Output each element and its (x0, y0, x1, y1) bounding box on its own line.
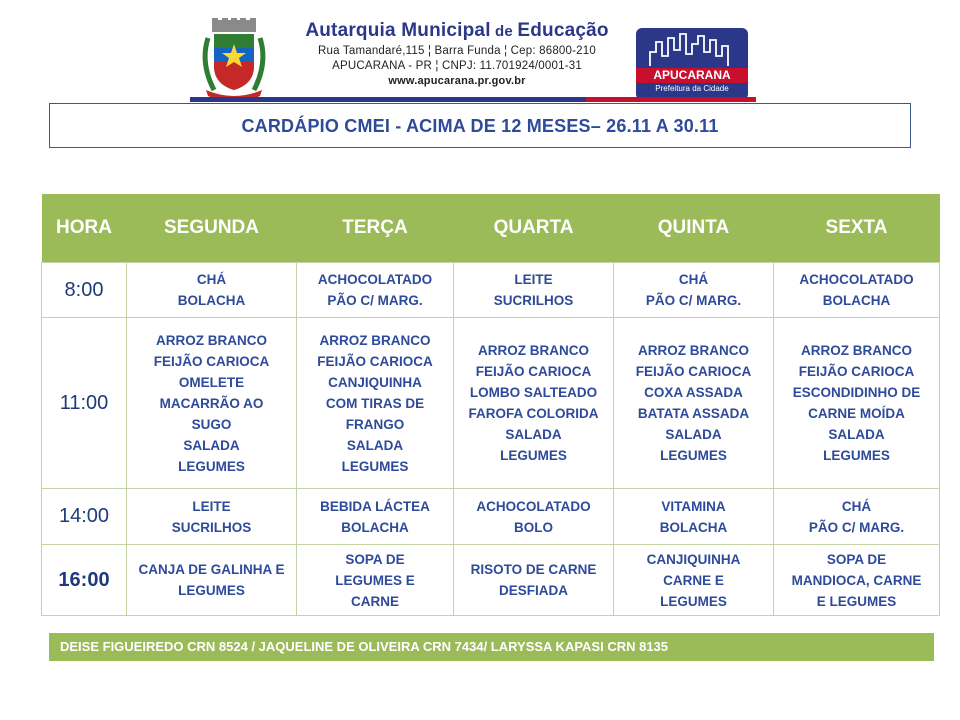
menu-item: CARNE E (663, 572, 724, 588)
menu-item: LEGUMES (178, 458, 245, 474)
header-hour: HORA (42, 194, 127, 263)
organization-name: Autarquia Municipal de Educação (305, 20, 609, 41)
hour-cell: 14:00 (42, 489, 127, 545)
header-wednesday: QUARTA (454, 194, 614, 263)
menu-item: ACHOCOLATADO (476, 498, 591, 514)
menu-item: VITAMINA (661, 498, 726, 514)
weekly-menu-table (41, 194, 940, 616)
nutritionists-footer: DEISE FIGUEIREDO CRN 8524 / JAQUELINE DE OLIVEIRA CRN 7434/ LARYSSA KAPASI CRN 8135 (49, 633, 934, 661)
header-monday: SEGUNDA (127, 194, 297, 263)
menu-item: SALADA (183, 437, 240, 453)
menu-item: ESCONDIDINHO DE (792, 385, 921, 400)
organization-cnpj: APUCARANA - PR ¦ CNPJ: 11.701924/0001-31 (332, 60, 582, 72)
menu-cell (614, 318, 774, 489)
menu-item: SUGO (191, 416, 232, 432)
menu-item: OMELETE (178, 374, 245, 390)
header-friday: SEXTA (774, 194, 940, 263)
menu-item: DESFIADA (498, 583, 568, 598)
menu-item: FEIJÃO CARIOCA (635, 364, 752, 379)
menu-title-box (49, 103, 911, 148)
menu-item: MANDIOCA, CARNE (791, 572, 922, 588)
menu-cell (454, 263, 614, 318)
menu-item: LEGUMES (178, 583, 245, 598)
menu-cell (614, 545, 774, 616)
menu-cell (774, 489, 940, 545)
menu-item: FEIJÃO CARIOCA (153, 353, 270, 369)
city-hall-logo (636, 28, 748, 100)
menu-cell (127, 318, 297, 489)
menu-cell (774, 318, 940, 489)
menu-cell (454, 318, 614, 489)
menu-item: ARROZ BRANCO (638, 343, 749, 358)
organization-info (292, 20, 622, 87)
menu-cell (614, 489, 774, 545)
menu-item: BOLACHA (822, 293, 891, 308)
menu-item: PÃO C/ MARG. (327, 293, 423, 308)
menu-cell (774, 263, 940, 318)
letterhead (190, 14, 756, 102)
menu-item: COXA ASSADA (644, 385, 743, 400)
menu-item: BOLACHA (341, 519, 409, 535)
hour-cell: 16:00 (42, 545, 127, 616)
menu-item: LEITE (514, 272, 553, 287)
menu-cell (127, 263, 297, 318)
menu-item: E LEGUMES (816, 593, 897, 609)
menu-item: ARROZ BRANCO (801, 343, 912, 358)
menu-cell (297, 489, 454, 545)
menu-item: LEGUMES (341, 458, 409, 474)
header-tuesday: TERÇA (297, 194, 454, 263)
table-row (42, 263, 940, 318)
menu-cell (614, 263, 774, 318)
organization-website: www.apucarana.pr.gov.br (388, 75, 526, 87)
table-row (42, 545, 940, 616)
hour-cell: 11:00 (42, 318, 127, 489)
menu-item: ARROZ BRANCO (156, 332, 267, 348)
menu-cell (297, 545, 454, 616)
hour-cell: 8:00 (42, 263, 127, 318)
menu-item: BATATA ASSADA (637, 406, 750, 421)
menu-item: LEGUMES (500, 448, 567, 463)
table-row (42, 489, 940, 545)
city-crest-icon (200, 18, 268, 100)
menu-item: LEITE (192, 498, 231, 514)
header-divider (190, 97, 756, 102)
menu-item: FAROFA COLORIDA (468, 406, 599, 421)
menu-cell (297, 263, 454, 318)
menu-item: CANJIQUINHA (328, 374, 422, 390)
menu-cell (774, 545, 940, 616)
menu-body (42, 263, 940, 616)
menu-item: SALADA (505, 427, 562, 442)
menu-item: RISOTO DE CARNE (470, 562, 597, 577)
menu-item: SALADA (828, 427, 885, 442)
menu-item: FRANGO (345, 416, 405, 432)
menu-item: LOMBO SALTEADO (469, 385, 598, 400)
menu-item: PÃO C/ MARG. (645, 293, 742, 308)
menu-item: SUCRILHOS (171, 519, 252, 535)
menu-cell (127, 545, 297, 616)
menu-item: FEIJÃO CARIOCA (475, 364, 592, 379)
menu-cell (297, 318, 454, 489)
menu-item: ACHOCOLATADO (317, 272, 433, 287)
menu-item: CANJA DE GALINHA E (138, 562, 285, 577)
menu-item: CARNE (350, 593, 399, 609)
menu-item: CARNE MOÍDA (808, 406, 905, 421)
menu-item: BEBIDA LÁCTEA (320, 498, 430, 514)
table-row (42, 318, 940, 489)
menu-item: CANJIQUINHA (646, 551, 741, 567)
menu-item: CHÁ (841, 498, 872, 514)
menu-item: FEIJÃO CARIOCA (317, 353, 433, 369)
menu-item: FEIJÃO CARIOCA (798, 364, 915, 379)
menu-item: MACARRÃO AO (159, 395, 264, 411)
menu-item: SALADA (665, 427, 722, 442)
skyline-icon (636, 28, 748, 70)
city-logo-name: APUCARANA (636, 68, 748, 83)
menu-item: BOLACHA (177, 293, 246, 308)
menu-item: ACHOCOLATADO (799, 272, 914, 287)
menu-title: CARDÁPIO CMEI - ACIMA DE 12 MESES– 26.11 A 30.11 (241, 116, 719, 136)
menu-item: SOPA DE (345, 551, 405, 567)
menu-item: SOPA DE (826, 551, 887, 567)
menu-item: PÃO C/ MARG. (808, 519, 905, 535)
table-header-row (42, 194, 940, 263)
menu-item: COM TIRAS DE (325, 395, 425, 411)
menu-cell (454, 489, 614, 545)
menu-item: BOLO (514, 519, 553, 535)
menu-item: ARROZ BRANCO (319, 332, 431, 348)
menu-item: LEGUMES E (335, 572, 415, 588)
menu-item: CHÁ (196, 272, 227, 287)
menu-item: LEGUMES (823, 448, 890, 463)
menu-item: CHÁ (678, 272, 709, 287)
organization-address: Rua Tamandaré,115 ¦ Barra Funda ¦ Cep: 86800-210 (318, 45, 596, 57)
menu-cell (454, 545, 614, 616)
menu-item: LEGUMES (660, 448, 727, 463)
menu-item: LEGUMES (660, 593, 727, 609)
menu-item: SUCRILHOS (493, 293, 574, 308)
menu-item: ARROZ BRANCO (478, 343, 589, 358)
menu-cell (127, 489, 297, 545)
city-logo-subtitle: Prefeitura da Cidade (655, 84, 729, 93)
menu-item: BOLACHA (659, 519, 728, 535)
menu-item: SALADA (346, 437, 404, 453)
header-thursday: QUINTA (614, 194, 774, 263)
